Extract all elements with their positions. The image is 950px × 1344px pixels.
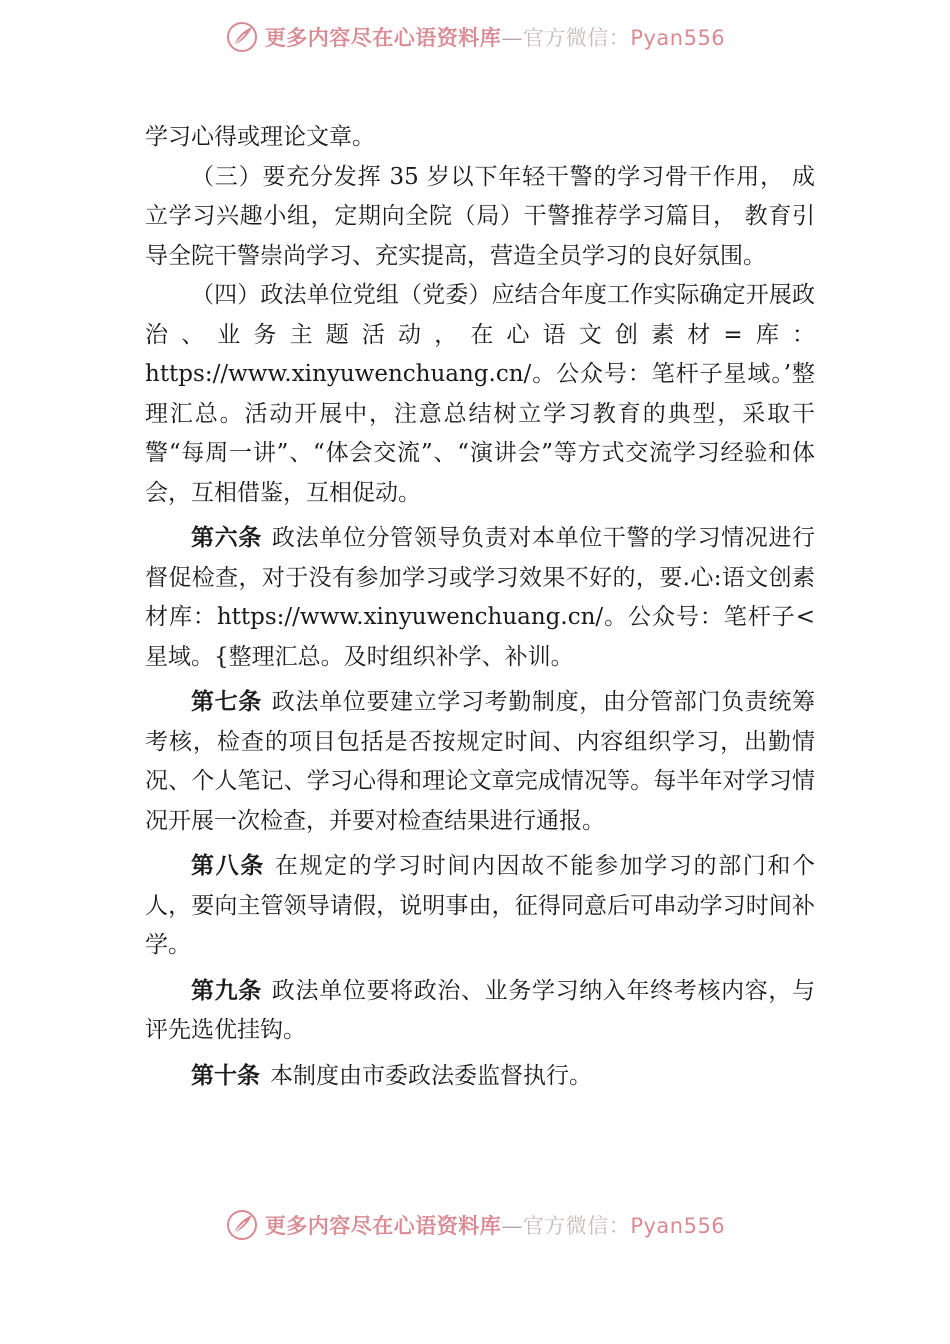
paragraph-item-4: [145, 276, 815, 513]
watermark-label: 官方微信：: [522, 1214, 631, 1238]
watermark-separator: —: [501, 26, 523, 50]
article-10: [145, 1057, 815, 1097]
article-text: 政法单位要将政治、业务学习纳入年终考核内容，与评先选优挂钩。: [145, 977, 816, 1043]
watermark-label: 官方微信：: [522, 26, 631, 50]
article-9: [145, 972, 815, 1051]
feather-quill-logo-icon: [225, 1208, 259, 1242]
article-6: [145, 519, 815, 677]
article-title: 第九条: [191, 977, 262, 1004]
article-text: 在规定的学习时间内因故不能参加学习的部门和个人，要向主管领导请假，说明事由，征得同意后可串动学习时间补学。: [145, 853, 815, 958]
article-text: 本制度由市委政法委监督执行。: [270, 1062, 592, 1089]
watermark-text: 更多内容尽在心语资料库: [264, 25, 502, 50]
article-title: 第七条: [191, 689, 262, 715]
watermark-id: Pyan556: [630, 1214, 726, 1238]
paragraph-text: （四）政法单位党组（党委）应结合年度工作实际确定开展政治、业务主题活动，在心语文创素材=库：https://www.xinyuwenchuang.cn/。公众号：笔杆子星域。’整理汇总。活动开展中，注意总结树立学习教育的典型，采取干警“每周一讲”、“体会交流”、“演讲会”等方式交流学习经验和体会，互相借鉴，互相促动。: [145, 282, 815, 506]
watermark-id: Pyan556: [630, 26, 726, 50]
article-title: 第八条: [191, 853, 265, 879]
watermark-header: [0, 17, 950, 57]
paragraph-continuation: [145, 118, 815, 158]
watermark-separator: —: [501, 1214, 523, 1238]
article-text: 政法单位要建立学习考勤制度，由分管部门负责统筹考核，检查的项目包括是否按规定时间、内容组织学习，出勤情况、个人笔记、学习心得和理论文章完成情况等。每半年对学习情况开展一次检查，并要对检查结果进行通报。: [145, 689, 816, 834]
paragraph-text: （三）要充分发挥 35 岁以下年轻干警的学习骨干作用， 成立学习兴趣小组，定期向全院（局）干警推荐学习篇目， 教育引导全院干警崇尚学习、充实提高，营造全员学习的良好氛围。: [145, 163, 815, 269]
article-8: [145, 847, 815, 966]
article-title: 第十条: [191, 1062, 260, 1089]
document-body: [145, 118, 815, 1096]
feather-quill-logo-icon: [225, 20, 259, 54]
article-title: 第六条: [191, 525, 262, 551]
watermark-text: 更多内容尽在心语资料库: [264, 1213, 502, 1238]
watermark-footer: [0, 1205, 950, 1245]
article-7: [145, 683, 815, 841]
article-text: 政法单位分管领导负责对本单位干警的学习情况进行督促检查，对于没有参加学习或学习效果不好的，要.心:语文创素材库：https://www.xinyuwenchuang.cn/。公众号：笔杆子<星域。{整理汇总。及时组织补学、补训。: [145, 525, 816, 670]
paragraph-item-3: [145, 158, 815, 277]
paragraph-text: 学习心得或理论文章。: [145, 124, 375, 150]
